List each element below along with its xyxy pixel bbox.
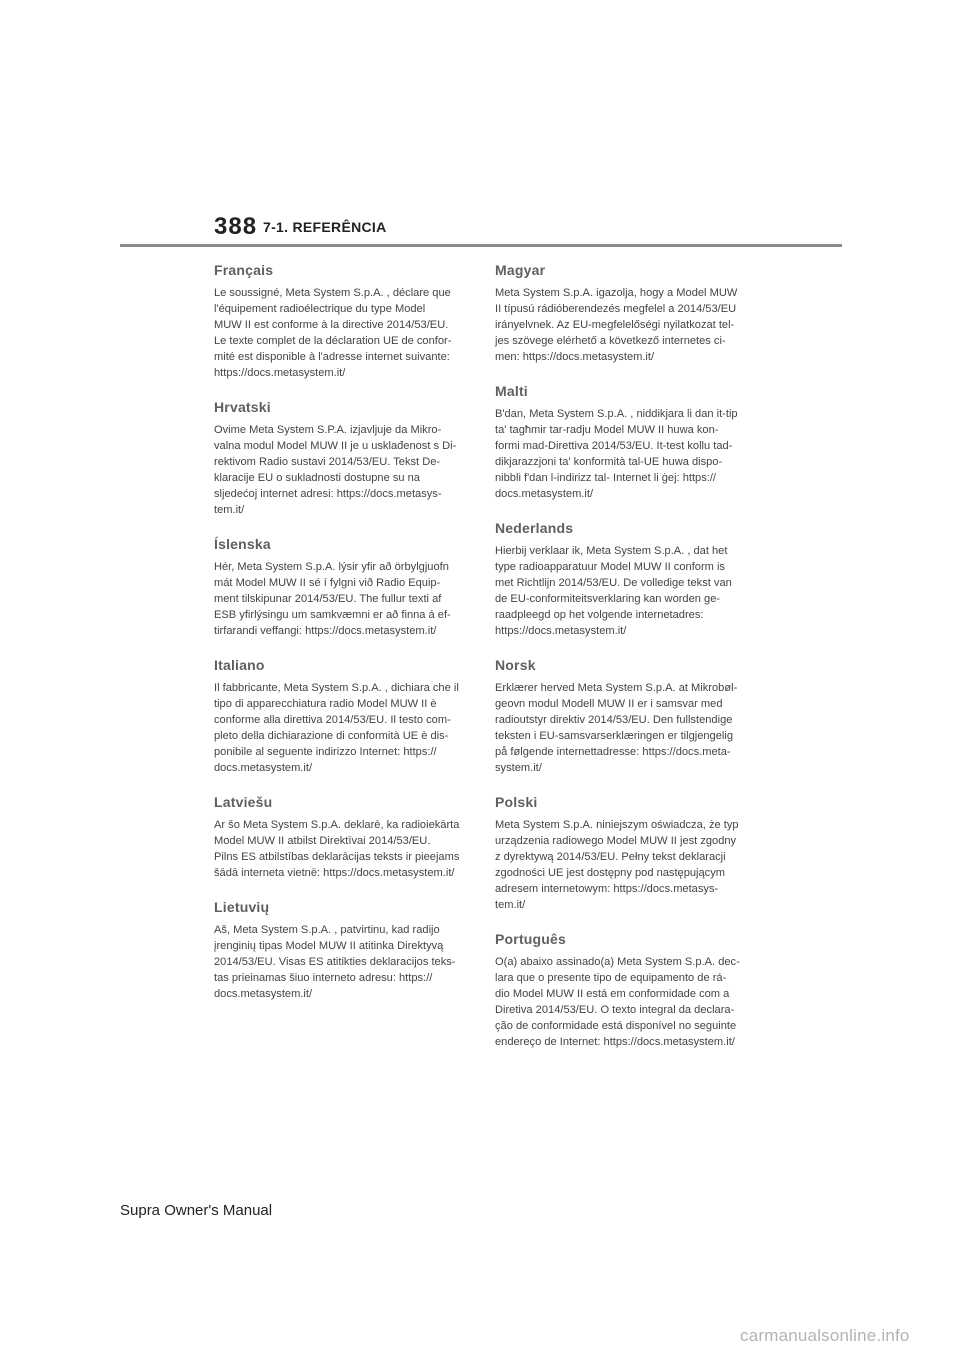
section-magyar (495, 262, 747, 365)
section-lietuviu (214, 899, 466, 1002)
section-heading: Polski (495, 794, 538, 810)
section-islenska (214, 536, 466, 639)
section-hrvatski (214, 399, 466, 518)
section-heading: Nederlands (495, 520, 574, 536)
section-portugues (495, 931, 747, 1050)
section-body: Aš, Meta System S.p.A. , patvirtinu, kad radijo įrenginių tipas Model MUW II atitinka Direktyvą 2014/53/EU. Visas ES atitikties deklaracijos teks- tas prieinamas šiuo interneto adresu: https:// docs.metasystem.it/ (214, 924, 456, 1000)
right-column (495, 262, 747, 1068)
section-body: Ar šo Meta System S.p.A. deklarē, ka radioiekārta Model MUW II atbilst Direktīvai 2014/53/EU. Pilns ES atbilstības deklarācijas teksts ir pieejams šādā interneta vietnē: https://docs.metasystem.it/ (214, 819, 460, 879)
section-body: Erklærer herved Meta System S.p.A. at Mikrobøl- geovn modul Modell MUW II er i samsvar med radioutstyr direktiv 2014/53/EU. Den fullstendige teksten i EU-samsvarserklæringen er tilgjengelig på følgende internettadresse: https://docs.meta- system.it/ (495, 682, 738, 774)
section-heading: Hrvatski (214, 399, 271, 415)
section-heading: Lietuvių (214, 899, 270, 915)
section-nederlands (495, 520, 747, 639)
section-heading: Íslenska (214, 536, 271, 552)
section-heading: Français (214, 262, 274, 278)
watermark: carmanualsonline.info (740, 1326, 910, 1345)
header-divider (120, 244, 842, 247)
section-heading: Malti (495, 383, 528, 399)
section-latviesu (214, 794, 466, 881)
section-body: Ovime Meta System S.P.A. izjavljuje da Mikro- valna modul Model MUW II je u usklađenost s Di- rektivom Radio sustavi 2014/53/EU. Tekst De- klaracije EU o sukladnosti dostupne su na sljedećoj internet adresi: https://docs.metasys- tem.it/ (214, 424, 457, 516)
section-body: Il fabbricante, Meta System S.p.A. , dichiara che il tipo di apparecchiatura radio Model MUW II è conforme alla direttiva 2014/53/EU. Il testo com- pleto della dichiarazione di conformità UE è dis- ponibile al seguente indirizzo Internet: https:// docs.metasystem.it/ (214, 682, 459, 774)
page-number: 388 (214, 213, 258, 240)
section-heading: Português (495, 931, 567, 947)
section-body: Le soussigné, Meta System S.p.A. , déclare que l'équipement radioélectrique du type Model MUW II est conforme à la directive 2014/53/EU. Le texte complet de la déclaration UE de confor- mité est disponible à l'adresse internet suivante: https://docs.metasystem.it/ (214, 287, 452, 379)
section-italiano (214, 657, 466, 776)
manual-title: Supra Owner's Manual (120, 1202, 273, 1219)
section-body: B'dan, Meta System S.p.A. , niddikjara li dan it-tip ta' tagħmir tar-radju Model MUW II huwa kon- formi mad-Direttiva 2014/53/EU. It-test kollu tad- dikjarazzjoni ta' konformità tal-UE huwa dispo- nibbli f'dan l-indirizz tal- Internet li ġej: https:// docs.metasystem.it/ (495, 408, 738, 500)
section-heading: Italiano (214, 657, 265, 673)
section-heading: Norsk (495, 657, 536, 673)
section-body: Hierbij verklaar ik, Meta System S.p.A. , dat het type radioapparatuur Model MUW II conform is met Richtlijn 2014/53/EU. De volledige tekst van de EU-conformiteitsverklaring kan worden ge- raadpleegd op het volgende internetadres: https://docs.metasystem.it/ (495, 545, 732, 637)
section-malti (495, 383, 747, 502)
section-body: Meta System S.p.A. igazolja, hogy a Model MUW II típusú rádióberendezés megfelel a 2014/53/EU irányelvnek. Az EU-megfelelőségi nyilatkozat tel- jes szövege elérhető a következő internetes ci- men: https://docs.metasystem.it/ (495, 287, 738, 363)
section-body: Hér, Meta System S.p.A. lýsir yfir að örbylgjuofn mát Model MUW II sé í fylgni við Radio Equip- ment tilskipunar 2014/53/EU. The fullur texti af ESB yfirlýsingu um samkvæmni er að finna á ef- tirfarandi veffangi: https://docs.metasystem.it/ (214, 561, 451, 637)
left-column (214, 262, 466, 1020)
section-polski (495, 794, 747, 913)
section-francais (214, 262, 466, 381)
section-heading: Latviešu (214, 794, 273, 810)
section-body: O(a) abaixo assinado(a) Meta System S.p.A. dec- lara que o presente tipo de equipamento de rá- dio Model MUW II está em conformidade com a Diretiva 2014/53/EU. O texto integral da declara- ção de conformidade está disponível no seguinte endereço de Internet: https://docs.metasystem.it/ (495, 956, 740, 1048)
section-norsk (495, 657, 747, 776)
page-header (0, 0, 960, 250)
section-title: 7-1. REFERÊNCIA (263, 219, 387, 235)
section-body: Meta System S.p.A. niniejszym oświadcza, że typ urządzenia radiowego Model MUW II jest zgodny z dyrektywą 2014/53/EU. Pełny tekst deklaracji zgodności UE jest dostępny pod następującym adresem internetowym: https://docs.metasys- tem.it/ (495, 819, 739, 911)
section-heading: Magyar (495, 262, 546, 278)
